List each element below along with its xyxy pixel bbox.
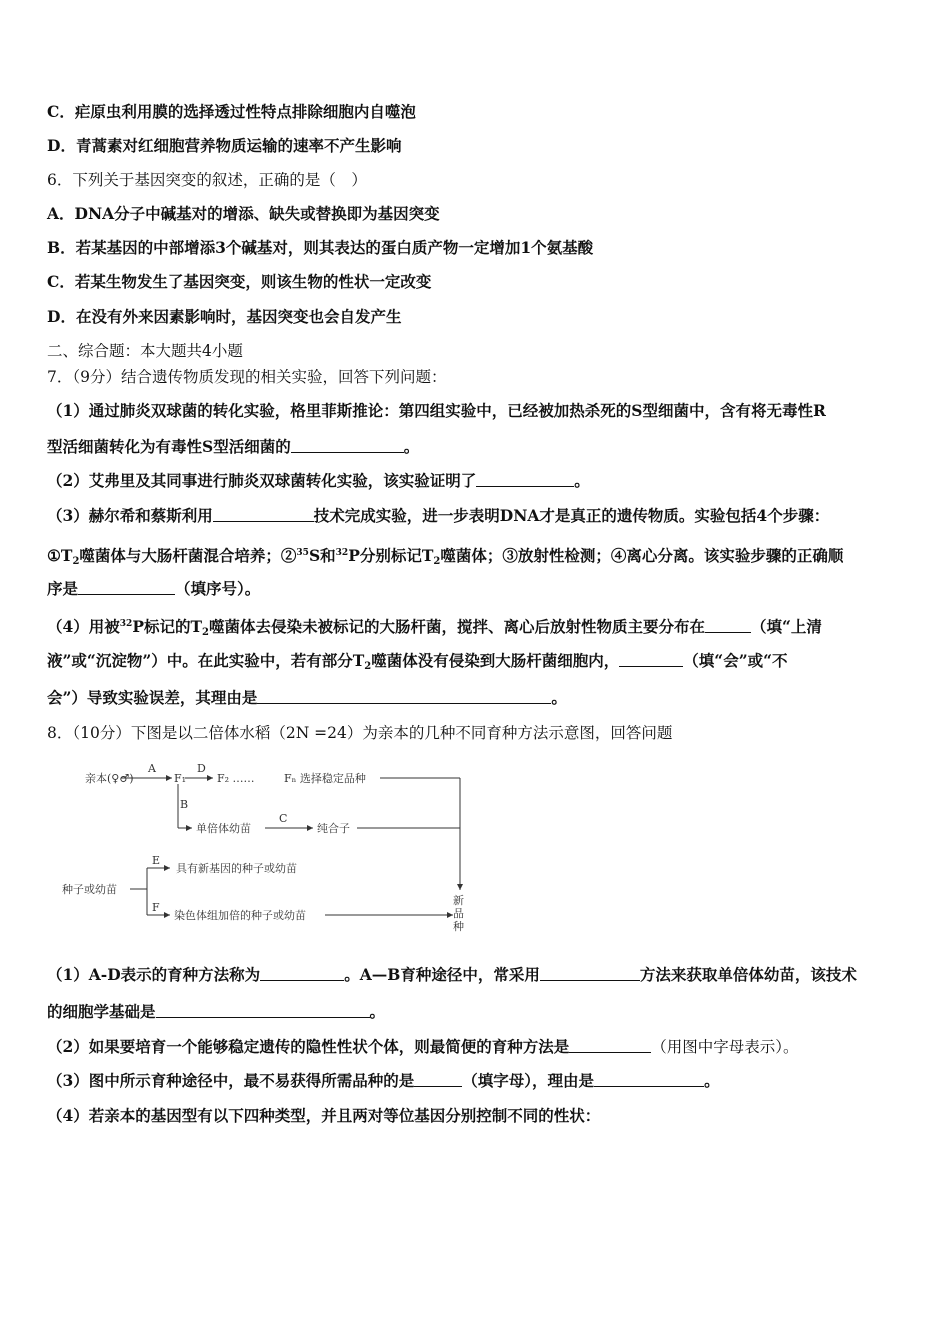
- label-seeds: 种子或幼苗: [62, 883, 117, 896]
- text: （填序号）。: [175, 579, 261, 598]
- label-a: A: [148, 762, 156, 775]
- text: 技术完成实验，进一步表明DNA才是真正的遗传物质。实验包括4个步骤：: [313, 506, 830, 525]
- answer-blank[interactable]: [78, 580, 175, 595]
- label-parent: 亲本(♀♂): [85, 772, 134, 785]
- q7-part4-line2: [47, 651, 788, 677]
- answer-blank[interactable]: [476, 472, 574, 487]
- text: （2）如果要培育一个能够稳定遗传的隐性性状个体，则最简便的育种方法是: [47, 1037, 570, 1056]
- text: （填字母），理由是: [462, 1071, 595, 1090]
- q7-part4-line1: [47, 614, 822, 643]
- label-f2: F₂ ……: [217, 772, 255, 785]
- answer-blank[interactable]: [619, 652, 683, 667]
- text: （填“会”或“不: [683, 651, 788, 670]
- answer-blank[interactable]: [291, 438, 404, 453]
- q7-part3-line2: [47, 543, 843, 572]
- label-f1: F₁: [174, 772, 187, 785]
- subscript: 2: [433, 556, 441, 567]
- q8-part3: [47, 1071, 720, 1091]
- text: （4）用被: [47, 617, 120, 636]
- label-f: F: [152, 901, 160, 914]
- q7-part4-line3: [47, 688, 567, 708]
- label-c: C: [279, 812, 288, 825]
- text: （3）赫尔希和蔡斯利用: [47, 506, 213, 525]
- q5-option-c: C．疟原虫利用膜的选择透过性特点排除细胞内自噬泡: [47, 102, 416, 121]
- label-new-variety-3: 种: [453, 920, 464, 933]
- answer-blank[interactable]: [213, 507, 314, 522]
- subscript: 2: [364, 661, 372, 672]
- text: 。: [704, 1071, 720, 1090]
- text: 。A—B育种途径中，常采用: [344, 965, 540, 984]
- breeding-diagram: [55, 758, 475, 938]
- text: 型活细菌转化为有毒性S型活细菌的: [47, 437, 291, 456]
- q8-part1-line2: [47, 1002, 385, 1022]
- q7-part2: [47, 471, 590, 491]
- text: （2）艾弗里及其同事进行肺炎双球菌转化实验，该实验证明了: [47, 471, 477, 490]
- text: （填“上清: [751, 617, 822, 636]
- answer-blank[interactable]: [569, 1038, 651, 1053]
- section-heading: 二、综合题：本大题共4小题: [47, 342, 243, 360]
- text: （用图中字母表示）。: [651, 1038, 799, 1056]
- q7-part3-line3: [47, 579, 260, 599]
- q7-part3-line1: [47, 506, 829, 526]
- text: S和: [308, 546, 336, 565]
- superscript: 35: [296, 548, 309, 558]
- text: 。: [551, 688, 567, 707]
- q6-stem: 6．下列关于基因突变的叙述，正确的是（ ）: [47, 171, 367, 189]
- text: 的细胞学基础是: [47, 1002, 156, 1021]
- answer-blank[interactable]: [594, 1072, 704, 1087]
- text: 噬菌体去侵染未被标记的大肠杆菌，搅拌、离心后放射性物质主要分布在: [209, 617, 706, 636]
- label-haploid: 单倍体幼苗: [196, 822, 251, 835]
- q6-option-d: D．在没有外来因素影响时，基因突变也会自发产生: [47, 307, 402, 326]
- label-pure: 纯合子: [317, 822, 350, 835]
- text: 序是: [47, 579, 79, 598]
- label-new-variety-1: 新: [453, 894, 464, 907]
- answer-blank[interactable]: [156, 1003, 370, 1018]
- text: （1）A-D表示的育种方法称为: [47, 965, 261, 984]
- text: 噬菌体没有侵染到大肠杆菌细胞内，: [371, 651, 620, 670]
- q8-part2: [47, 1037, 799, 1057]
- superscript: 32: [119, 619, 133, 629]
- label-new-variety-2: 品: [453, 907, 464, 920]
- q6-option-b: B．若某基因的中部增添3个碱基对，则其表达的蛋白质产物一定增加1个氨基酸: [47, 238, 594, 257]
- text: 。: [574, 471, 590, 490]
- text: ①T: [47, 546, 73, 565]
- label-d: D: [197, 762, 206, 775]
- answer-blank[interactable]: [540, 966, 640, 981]
- label-fn: Fₙ 选择稳定品种: [284, 772, 366, 785]
- label-doubled: 染色体组加倍的种子或幼苗: [174, 909, 306, 922]
- answer-blank[interactable]: [257, 689, 551, 704]
- answer-blank[interactable]: [705, 618, 751, 633]
- text: 液”或“沉淀物”）中。在此实验中，若有部分T: [47, 651, 365, 670]
- answer-blank[interactable]: [260, 966, 344, 981]
- superscript: 32: [335, 548, 349, 558]
- q8-part1-line1: [47, 965, 857, 985]
- text: （3）图中所示育种途径中，最不易获得所需品种的是: [47, 1071, 415, 1090]
- label-e: E: [152, 854, 161, 867]
- answer-blank[interactable]: [414, 1072, 462, 1087]
- text: 方法来获取单倍体幼苗，该技术: [639, 965, 857, 984]
- q8-part4: （4）若亲本的基因型有以下四种类型，并且两对等位基因分别控制不同的性状：: [47, 1106, 601, 1125]
- text: 。: [369, 1002, 386, 1021]
- q6-option-c: C．若某生物发生了基因突变，则该生物的性状一定改变: [47, 272, 432, 291]
- text: P分别标记T: [348, 546, 434, 565]
- text: 噬菌体；③放射性检测；④离心分离。该实验步骤的正确顺: [440, 546, 844, 565]
- text: 噬菌体与大肠杆菌混合培养；②: [79, 546, 297, 565]
- text: 。: [403, 437, 420, 456]
- q8-stem: 8．（10分）下图是以二倍体水稻（2N =24）为亲本的几种不同育种方法示意图，回答问题: [47, 724, 673, 742]
- q7-stem: 7．（9分）结合遗传物质发现的相关实验，回答下列问题：: [47, 368, 447, 386]
- q6-option-a: A．DNA分子中碱基对的增添、缺失或替换即为基因突变: [47, 204, 440, 223]
- label-new-gene: 具有新基因的种子或幼苗: [176, 862, 297, 875]
- text: P标记的T: [132, 617, 203, 636]
- q7-part1-line2: [47, 437, 419, 457]
- q5-option-d: D．青蒿素对红细胞营养物质运输的速率不产生影响: [47, 136, 402, 155]
- text: 会”）导致实验误差，其理由是: [47, 688, 258, 707]
- q7-part1-line1: （1）通过肺炎双球菌的转化实验，格里菲斯推论：第四组实验中，已经被加热杀死的S型细菌中，含有将无毒性R: [47, 401, 826, 420]
- subscript: 2: [72, 556, 80, 567]
- label-b: B: [180, 798, 189, 811]
- subscript: 2: [202, 627, 209, 638]
